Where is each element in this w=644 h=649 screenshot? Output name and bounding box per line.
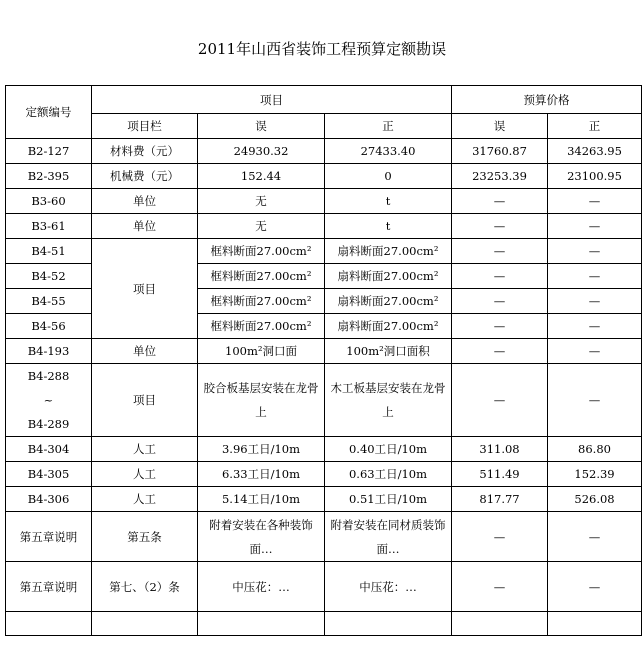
empty-cell bbox=[198, 612, 325, 636]
table-row bbox=[6, 512, 642, 562]
cell-wrong: 24930.32 bbox=[198, 139, 325, 164]
header-item-right: 正 bbox=[325, 114, 452, 139]
cell-right: t bbox=[325, 189, 452, 214]
cell-right: 27433.40 bbox=[325, 139, 452, 164]
header-item-wrong: 误 bbox=[198, 114, 325, 139]
cell-price-wrong: — bbox=[452, 512, 548, 562]
cell-item: 第七、（2）条 bbox=[92, 562, 198, 612]
cell-code: B4-306 bbox=[6, 487, 92, 512]
cell-wrong: 框料断面27.00cm² bbox=[198, 239, 325, 264]
cell-code: B4-304 bbox=[6, 437, 92, 462]
cell-price-right: 152.39 bbox=[548, 462, 642, 487]
cell-code: B4-52 bbox=[6, 264, 92, 289]
cell-price-wrong: — bbox=[452, 189, 548, 214]
header-code: 定额编号 bbox=[6, 86, 92, 139]
cell-code: 第五章说明 bbox=[6, 562, 92, 612]
table-row bbox=[6, 487, 642, 512]
cell-price-right: — bbox=[548, 512, 642, 562]
cell-right: 100m²洞口面积 bbox=[325, 339, 452, 364]
cell-price-right: — bbox=[548, 239, 642, 264]
empty-cell bbox=[452, 612, 548, 636]
table-row bbox=[6, 139, 642, 164]
cell-wrong: 框料断面27.00cm² bbox=[198, 289, 325, 314]
cell-wrong: 附着安装在各种装饰面… bbox=[198, 512, 325, 562]
cell-price-right: — bbox=[548, 314, 642, 339]
cell-price-wrong: — bbox=[452, 289, 548, 314]
table-row bbox=[6, 164, 642, 189]
code-range-sep: ~ bbox=[43, 393, 54, 407]
cell-price-right: — bbox=[548, 289, 642, 314]
cell-price-wrong: 23253.39 bbox=[452, 164, 548, 189]
header-item-col: 项目栏 bbox=[92, 114, 198, 139]
cell-wrong: 胶合板基层安装在龙骨上 bbox=[198, 364, 325, 437]
header-price-right: 正 bbox=[548, 114, 642, 139]
document-title: 2011年山西省装饰工程预算定额勘误 bbox=[197, 40, 447, 58]
cell-item: 人工 bbox=[92, 462, 198, 487]
header-price: 预算价格 bbox=[452, 86, 642, 114]
header-row-2 bbox=[6, 114, 642, 139]
cell-price-right: — bbox=[548, 264, 642, 289]
cell-item-merged: 项目 bbox=[92, 239, 198, 339]
cell-code: B2-127 bbox=[6, 139, 92, 164]
cell-item: 人工 bbox=[92, 487, 198, 512]
table-row bbox=[6, 562, 642, 612]
cell-price-right: 34263.95 bbox=[548, 139, 642, 164]
cell-price-wrong: 817.77 bbox=[452, 487, 548, 512]
cell-right: 中压花：… bbox=[325, 562, 452, 612]
empty-cell bbox=[325, 612, 452, 636]
cell-right: 扇料断面27.00cm² bbox=[325, 264, 452, 289]
cell-item: 单位 bbox=[92, 214, 198, 239]
cell-price-wrong: — bbox=[452, 562, 548, 612]
cell-code: B3-61 bbox=[6, 214, 92, 239]
cell-price-wrong: — bbox=[452, 314, 548, 339]
cell-price-right: 526.08 bbox=[548, 487, 642, 512]
cell-wrong: 100m²洞口面 bbox=[198, 339, 325, 364]
cell-price-right: — bbox=[548, 562, 642, 612]
cell-wrong: 3.96工日/10m bbox=[198, 437, 325, 462]
cell-price-wrong: 511.49 bbox=[452, 462, 548, 487]
cell-wrong: 无 bbox=[198, 214, 325, 239]
table-row bbox=[6, 437, 642, 462]
cell-code: B2-395 bbox=[6, 164, 92, 189]
cell-code: B4-305 bbox=[6, 462, 92, 487]
cell-price-wrong: — bbox=[452, 364, 548, 437]
cell-price-wrong: — bbox=[452, 239, 548, 264]
cell-price-right: 23100.95 bbox=[548, 164, 642, 189]
cell-right: 0.51工日/10m bbox=[325, 487, 452, 512]
cell-right: t bbox=[325, 214, 452, 239]
cell-right: 附着安装在同材质装饰面… bbox=[325, 512, 452, 562]
cell-code: B3-60 bbox=[6, 189, 92, 214]
cell-wrong: 5.14工日/10m bbox=[198, 487, 325, 512]
cell-price-right: — bbox=[548, 189, 642, 214]
cell-price-right: — bbox=[548, 364, 642, 437]
cell-wrong: 框料断面27.00cm² bbox=[198, 314, 325, 339]
cell-price-right: — bbox=[548, 339, 642, 364]
empty-cell bbox=[548, 612, 642, 636]
cell-right: 扇料断面27.00cm² bbox=[325, 239, 452, 264]
cell-price-wrong: 31760.87 bbox=[452, 139, 548, 164]
header-item: 项目 bbox=[92, 86, 452, 114]
cell-right: 0.40工日/10m bbox=[325, 437, 452, 462]
empty-cell bbox=[6, 612, 92, 636]
cell-wrong: 无 bbox=[198, 189, 325, 214]
table-row bbox=[6, 214, 642, 239]
cell-item: 第五条 bbox=[92, 512, 198, 562]
cell-right: 0 bbox=[325, 164, 452, 189]
cell-price-wrong: — bbox=[452, 264, 548, 289]
cell-code-range bbox=[6, 364, 92, 437]
cell-right: 扇料断面27.00cm² bbox=[325, 289, 452, 314]
cell-price-right: — bbox=[548, 214, 642, 239]
cell-price-wrong: — bbox=[452, 339, 548, 364]
cell-right: 0.63工日/10m bbox=[325, 462, 452, 487]
cell-item: 单位 bbox=[92, 189, 198, 214]
cell-code: 第五章说明 bbox=[6, 512, 92, 562]
errata-table bbox=[5, 85, 642, 636]
cell-item: 人工 bbox=[92, 437, 198, 462]
cell-wrong: 中压花：… bbox=[198, 562, 325, 612]
cell-wrong: 6.33工日/10m bbox=[198, 462, 325, 487]
cell-code: B4-55 bbox=[6, 289, 92, 314]
cell-wrong: 框料断面27.00cm² bbox=[198, 264, 325, 289]
cell-price-wrong: — bbox=[452, 214, 548, 239]
empty-cell bbox=[92, 612, 198, 636]
cell-item: 材料费（元） bbox=[92, 139, 198, 164]
cell-code: B4-193 bbox=[6, 339, 92, 364]
header-price-wrong: 误 bbox=[452, 114, 548, 139]
cell-right: 扇料断面27.00cm² bbox=[325, 314, 452, 339]
header-row-1 bbox=[6, 86, 642, 114]
cell-item: 项目 bbox=[92, 364, 198, 437]
cell-code: B4-56 bbox=[6, 314, 92, 339]
cell-item: 机械费（元） bbox=[92, 164, 198, 189]
cell-code: B4-51 bbox=[6, 239, 92, 264]
code-range-start: B4-288 bbox=[27, 369, 70, 383]
cell-right: 木工板基层安装在龙骨上 bbox=[325, 364, 452, 437]
table-row bbox=[6, 239, 642, 264]
cell-price-wrong: 311.08 bbox=[452, 437, 548, 462]
cell-item: 单位 bbox=[92, 339, 198, 364]
code-range-end: B4-289 bbox=[27, 417, 70, 431]
table-row bbox=[6, 462, 642, 487]
table-row bbox=[6, 364, 642, 437]
table-row bbox=[6, 339, 642, 364]
table-row bbox=[6, 189, 642, 214]
empty-row bbox=[6, 612, 642, 636]
cell-price-right: 86.80 bbox=[548, 437, 642, 462]
cell-wrong: 152.44 bbox=[198, 164, 325, 189]
